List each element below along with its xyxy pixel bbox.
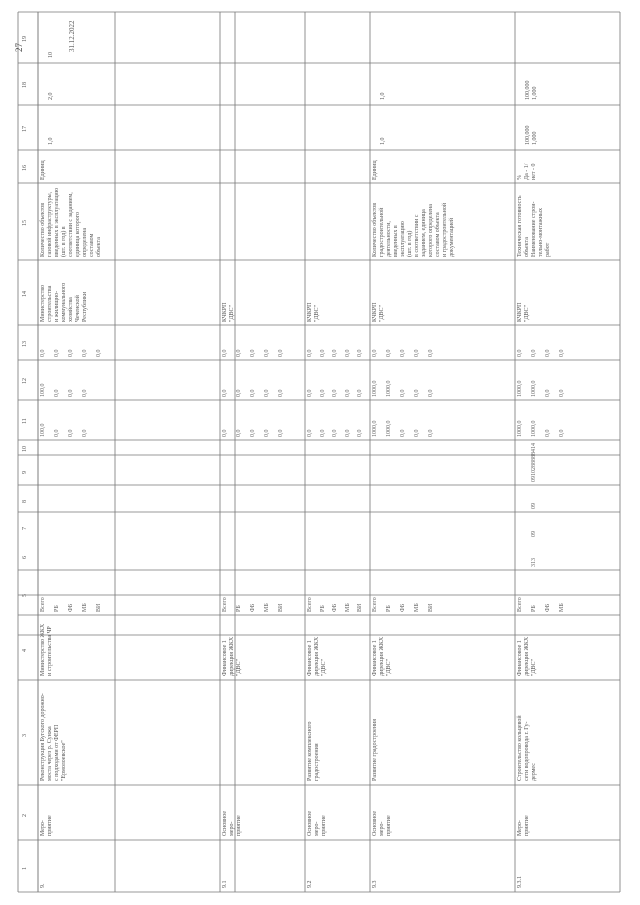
value-col-13: 0,0 (222, 349, 228, 357)
value-col-11: 0,0 (250, 429, 256, 437)
row-unit: % Да - 1/ нет - 0 (517, 163, 537, 180)
value-col-12: 0,0 (54, 389, 60, 397)
value-col-13: 0,0 (68, 349, 74, 357)
value-col-19: 10 (48, 52, 54, 58)
row-unit: Единиц (40, 160, 46, 180)
funding-source: ФБ (545, 603, 551, 612)
value-col-13: 0,0 (250, 349, 256, 357)
value-col-12: 0,0 (250, 389, 256, 397)
row-indicator: Количество объектов градостроительной деятельности, введенных в эксплуатацию (шт. в год) в соответствии с заданием, единица которого определена составом объекта и градостроительной документацией (372, 202, 455, 257)
value-col-11: 0,0 (82, 429, 88, 437)
value-col-11: 1000,0 (372, 420, 378, 437)
funding-source: МБ (82, 603, 88, 612)
value-col-12: 0,0 (428, 389, 434, 397)
value-col-13: 0,0 (96, 349, 102, 357)
row-executor: Финансовое 1 дирекция ЖКХ "ДВС" (307, 636, 327, 676)
value-col-18: 1,0 (380, 92, 386, 100)
value-col-13: 0,0 (307, 349, 313, 357)
value-col-12: 0,0 (82, 389, 88, 397)
code-col-10: 414 (531, 443, 537, 452)
code-col-8: 09 (531, 503, 537, 509)
row-kind: Основное меро- приятие (222, 811, 242, 836)
row-kind: Меро- приятие (517, 815, 530, 836)
row-unit: Единиц (372, 160, 378, 180)
funding-source: ВИ (357, 603, 364, 612)
value-col-11: 0,0 (319, 429, 326, 437)
value-col-13: 0,0 (559, 349, 565, 357)
value-col-18: 2,0 (48, 92, 54, 100)
code-col-6: 313 (531, 558, 537, 567)
value-col-12: 0,0 (332, 389, 339, 397)
column-number-8: 8 (22, 499, 28, 503)
value-col-11: 0,0 (278, 429, 284, 437)
value-col-11: 1000,0 (517, 420, 523, 437)
column-number-5: 5 (22, 593, 28, 597)
value-col-11: 0,0 (545, 429, 551, 437)
value-col-17: 1,0 (380, 137, 386, 145)
funding-source: МБ (559, 603, 565, 612)
column-number-6: 6 (22, 556, 28, 559)
code-col-9: 0910288888 (531, 452, 537, 482)
funding-source: Всего (372, 597, 378, 612)
column-number-11: 11 (22, 418, 28, 424)
row-number: 9.1 (222, 880, 228, 888)
value-col-13: 0,0 (54, 349, 60, 357)
funding-source: РБ (531, 605, 537, 612)
row-name: Реконструкция Бугского дорожно- моста через р. Сунжа с подходами от ФЕРП "Ермолоевское" (40, 693, 67, 781)
value-col-11: 0,0 (68, 429, 74, 437)
funding-source: Всего (307, 597, 313, 612)
column-number-15: 15 (22, 219, 28, 226)
value-col-12: 0,0 (264, 389, 270, 397)
column-number-9: 9 (22, 471, 28, 474)
value-col-11: 0,0 (559, 429, 565, 437)
value-col-12: 0,0 (278, 389, 284, 397)
value-col-13: 0,0 (414, 349, 420, 357)
value-col-13: 0,0 (319, 349, 326, 357)
row-executor: Финансовое 1 дирекция ЖКХ "ДВС" (372, 636, 392, 676)
row-number: 9.2 (307, 880, 313, 888)
value-col-11: 0,0 (400, 429, 406, 437)
value-col-13: 0,0 (400, 349, 406, 357)
value-col-13: 0,0 (82, 349, 88, 357)
value-col-12: 1000,0 (386, 380, 392, 397)
funding-source: МБ (414, 603, 420, 612)
column-number-16: 16 (22, 164, 28, 171)
funding-source: ВИ (96, 603, 102, 612)
page-date: 31.12.2022 (68, 20, 76, 52)
column-number-10: 10 (22, 445, 28, 452)
value-col-13: 0,0 (344, 349, 351, 357)
value-col-13: 0,0 (357, 349, 364, 357)
value-col-12: 0,0 (357, 389, 364, 397)
value-col-17: 100,000 1,000 (525, 125, 538, 145)
row-executor: Министерство ЖКХ и строительства ЧР (40, 623, 53, 676)
funding-source: РБ (54, 605, 60, 612)
value-col-11: 0,0 (222, 429, 228, 437)
value-col-13: 0,0 (40, 349, 46, 357)
value-col-11: 100,0 (40, 423, 46, 437)
row-name: Строительство кольцевой сети водопровода г. Гу- дермес (517, 715, 537, 781)
funding-source: ФБ (250, 603, 256, 612)
funding-source: МБ (264, 603, 270, 612)
value-col-18: 100,000 1,000 (525, 80, 538, 100)
value-col-12: 0,0 (414, 389, 420, 397)
funding-source: РБ (236, 605, 242, 612)
value-col-13: 0,0 (372, 349, 378, 357)
row-responsible: КЧКРП "ДВС" (307, 302, 320, 322)
funding-source: РБ (386, 605, 392, 612)
value-col-13: 0,0 (278, 349, 284, 357)
value-col-12: 0,0 (344, 389, 351, 397)
value-col-11: 0,0 (357, 429, 364, 437)
value-col-11: 0,0 (236, 429, 242, 437)
row-name: Развитие комплексного градостроения (307, 721, 320, 781)
value-col-12: 0,0 (319, 389, 326, 397)
value-col-13: 0,0 (428, 349, 434, 357)
value-col-12: 0,0 (68, 389, 74, 397)
funding-source: ФБ (400, 603, 406, 612)
value-col-12: 0,0 (545, 389, 551, 397)
value-col-13: 0,0 (517, 349, 523, 357)
column-number-13: 13 (22, 340, 28, 347)
value-col-12: 0,0 (307, 389, 313, 397)
value-col-13: 0,0 (545, 349, 551, 357)
value-col-11: 1000,0 (386, 420, 392, 437)
row-number: 9.3.1 (517, 876, 523, 888)
column-number-4: 4 (22, 648, 28, 652)
funding-source: Всего (40, 597, 46, 612)
funding-source: ВИ (428, 603, 434, 612)
funding-source: ФБ (332, 603, 339, 612)
value-col-11: 0,0 (307, 429, 313, 437)
column-number-19: 19 (22, 35, 28, 42)
column-number-12: 12 (22, 378, 28, 384)
value-col-12: 0,0 (236, 389, 242, 397)
row-indicator: Техническая готовность объекта Наименование строи- тельно-монтажных работ (517, 195, 551, 257)
funding-source: ВИ (278, 603, 284, 612)
funding-source: ФБ (68, 603, 74, 612)
value-col-11: 0,0 (428, 429, 434, 437)
column-number-2: 2 (22, 813, 28, 817)
row-responsible: КЧКРП "ДВС" (517, 302, 530, 322)
value-col-17: 1,0 (48, 137, 54, 145)
value-col-12: 0,0 (559, 389, 565, 397)
value-col-12: 1000,0 (372, 380, 378, 397)
row-kind: Основное меро- приятие (307, 811, 327, 836)
funding-source: МБ (344, 603, 351, 612)
column-number-17: 17 (22, 125, 28, 132)
value-col-12: 0,0 (222, 389, 228, 397)
row-name: Развитие градостроения (372, 718, 378, 781)
funding-source: РБ (319, 605, 326, 612)
column-number-3: 3 (22, 733, 28, 737)
value-col-13: 0,0 (531, 349, 537, 357)
value-col-12: 1000,0 (531, 380, 537, 397)
value-col-11: 0,0 (54, 429, 60, 437)
code-col-7: 09 (531, 531, 537, 537)
value-col-11: 0,0 (344, 429, 351, 437)
column-number-1: 1 (22, 867, 28, 870)
value-col-11: 0,0 (414, 429, 420, 437)
row-executor: Финансовое 1 дирекция ЖКХ "ДВС" (517, 636, 537, 676)
row-executor: Финансовое 1 дирекция ЖКХ "ДВС" (222, 636, 242, 676)
value-col-11: 1000,0 (531, 420, 537, 437)
column-number-18: 18 (22, 82, 28, 88)
row-responsible: КЧКРП "ДВС" (372, 302, 385, 322)
value-col-12: 100,0 (40, 383, 46, 397)
value-col-13: 0,0 (264, 349, 270, 357)
row-responsible: КЧКРП "ДВС" (222, 302, 235, 322)
value-col-12: 1000,0 (517, 380, 523, 397)
value-col-13: 0,0 (332, 349, 339, 357)
value-col-13: 0,0 (386, 349, 392, 357)
funding-source: Всего (517, 597, 523, 612)
row-number: 9. (40, 883, 46, 888)
value-col-11: 0,0 (332, 429, 339, 437)
row-kind: Меро- приятие (40, 815, 53, 836)
row-indicator: Количество объектов газовой инфраструктуры, введенных в эксплуатацию (шт. в год) в соответствии с заданием, единица которого определена составом объекта (40, 187, 102, 257)
funding-source: Всего (222, 597, 228, 612)
page-number: 27 (14, 43, 24, 52)
value-col-11: 0,0 (264, 429, 270, 437)
row-responsible: Министерство строительства и жилищно- коммунального хозяйства Чеченской Республики (40, 282, 88, 322)
row-number: 9.3 (372, 880, 378, 888)
column-number-14: 14 (22, 290, 28, 297)
value-col-13: 0,0 (236, 349, 242, 357)
column-number-7: 7 (22, 527, 28, 530)
row-kind: Основное меро- приятие (372, 811, 392, 836)
value-col-12: 0,0 (400, 389, 406, 397)
